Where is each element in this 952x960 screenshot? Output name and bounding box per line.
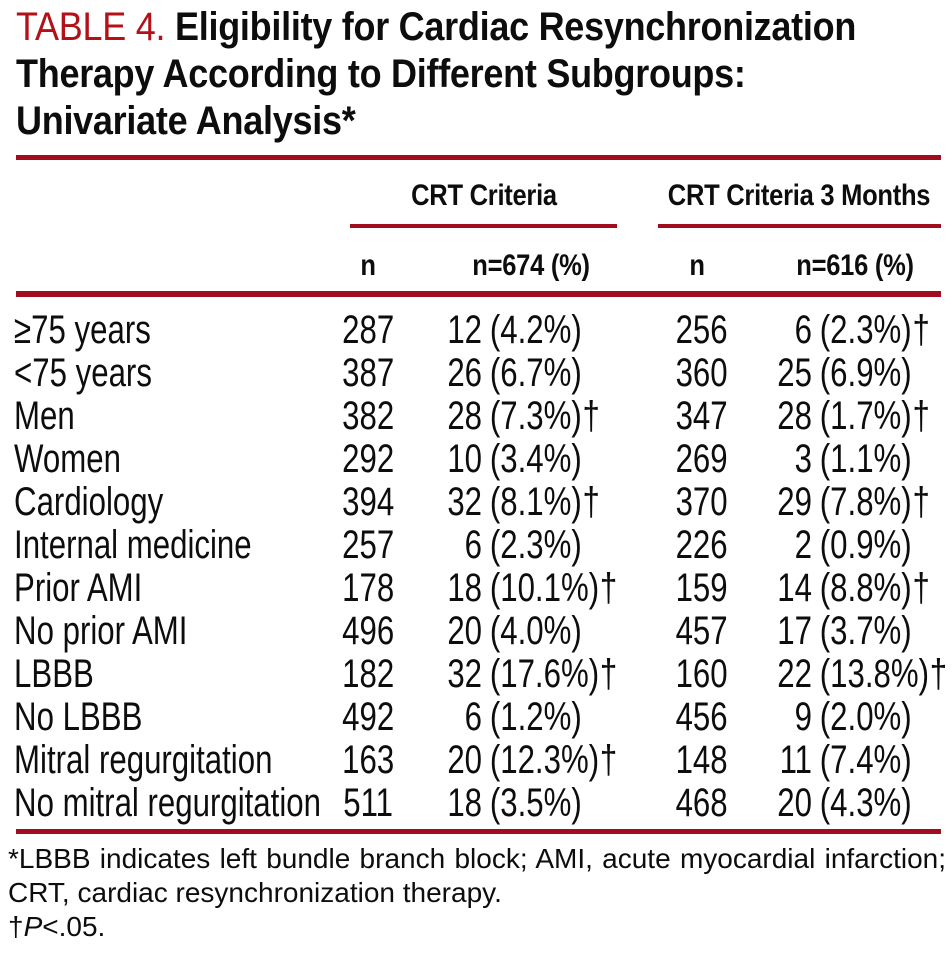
n-count-col1: 492 [342,695,395,739]
title-divider-rule [16,155,941,160]
n-count-col2: 457 [675,609,728,653]
dagger-marker: † [582,394,600,438]
eligible-count: 18 [447,781,483,825]
n-count-col2: 370 [675,480,728,524]
table-row [0,610,952,653]
n-count-col1: 163 [342,738,395,782]
header-divider-rule [16,291,941,297]
n-count-col2: 468 [675,781,728,825]
n-count-col1: 387 [342,351,395,395]
crt-criteria-3mo-value [776,523,952,568]
row-label: No prior AMI [14,609,188,653]
eligible-count: 29 [777,480,812,524]
eligible-percent: (7.3%) [489,394,582,438]
subheader-n-col1: n [360,249,376,282]
table-row [0,352,952,395]
crt-criteria-3mo-value [776,781,952,826]
eligible-percent: (8.8%) [819,566,912,610]
table-number-tag: TABLE 4. [16,5,166,49]
dagger-symbol: † [8,911,24,942]
crt-criteria-3mo-value [776,652,952,697]
crt-criteria-3mo-value [776,480,952,525]
n-count-col2: 456 [675,695,728,739]
crt-criteria-value [410,695,627,740]
row-label: Internal medicine [14,523,252,567]
n-count-col2: 148 [675,738,728,782]
row-label: Women [14,437,121,481]
table-title [16,4,949,145]
table-row [0,696,952,739]
eligible-count: 12 [447,308,483,352]
eligible-percent: (7.8%) [819,480,912,524]
footer-divider-rule [16,829,941,834]
dagger-marker: † [599,738,618,782]
crt-criteria-value [410,738,627,783]
group2-underline-rule [658,224,941,228]
row-label: Prior AMI [14,566,143,610]
table-row [0,309,952,352]
crt-criteria-value [410,781,627,826]
eligible-percent: (12.3%) [489,738,600,782]
crt-criteria-3mo-value [776,609,952,654]
eligible-count: 6 [794,308,812,352]
p-value-threshold: <.05. [42,911,106,942]
row-label: No mitral regurgitation [14,781,321,825]
crt-criteria-value [410,566,627,611]
n-count-col2: 360 [675,351,728,395]
table-row [0,481,952,524]
abbreviation-footnote: *LBBB indicates left bundle branch block; AMI, acute myocardial infarction; CRT, cardiac resynchronization therapy. [8,843,946,908]
eligible-percent: (3.5%) [489,781,582,825]
eligible-count: 10 [447,437,483,481]
eligible-percent: (3.4%) [489,437,582,481]
crt-criteria-value [410,609,627,654]
eligible-count: 26 [447,351,483,395]
crt-criteria-3mo-value [776,695,952,740]
table-body [0,309,952,825]
eligible-count: 20 [777,781,812,825]
row-label: No LBBB [14,695,143,739]
footnotes [8,842,946,944]
eligible-count: 17 [777,609,812,653]
table-row [0,739,952,782]
eligible-percent: (10.1%) [489,566,600,610]
column-group-crt-criteria-3-months: CRT Criteria 3 Months [667,179,931,212]
title-text-1: Eligibility for Cardiac Resynchronization [174,5,857,49]
eligible-count: 22 [777,652,812,696]
eligible-percent: (7.4%) [819,738,912,782]
eligible-count: 25 [777,351,812,395]
p-value-symbol: P [23,911,43,942]
crt-criteria-3mo-value [776,308,952,353]
eligible-count: 14 [777,566,812,610]
eligible-percent: (17.6%) [489,652,600,696]
group1-underline-rule [350,224,617,228]
row-label: Men [14,394,75,438]
eligible-count: 20 [447,738,483,782]
n-count-col2: 256 [675,308,728,352]
dagger-marker: † [912,394,930,438]
table-row [0,653,952,696]
n-count-col2: 347 [675,394,728,438]
n-count-col1: 178 [342,566,395,610]
n-count-col1: 287 [342,308,395,352]
eligible-percent: (1.1%) [819,437,912,481]
crt-criteria-value [410,437,627,482]
eligible-count: 20 [447,609,483,653]
row-label: ≥75 years [14,308,151,352]
eligible-count: 28 [447,394,483,438]
eligible-percent: (6.7%) [489,351,582,395]
row-label: <75 years [14,351,152,395]
table-row [0,395,952,438]
crt-criteria-value [410,308,627,353]
row-label: Mitral regurgitation [14,738,273,782]
eligible-percent: (2.3%) [819,308,912,352]
n-count-col1: 182 [342,652,395,696]
title-line-3: Univariate Analysis* [16,99,356,143]
crt-criteria-value [410,394,627,439]
eligible-count: 32 [447,652,483,696]
n-count-col1: 292 [342,437,395,481]
eligible-percent: (2.0%) [819,695,912,739]
subheader-n-col2: n [689,249,705,282]
dagger-marker: † [599,566,618,610]
n-count-col1: 257 [342,523,395,567]
crt-criteria-value [410,652,627,697]
table-row [0,524,952,567]
dagger-marker: † [929,652,948,696]
table-row [0,438,952,481]
crt-criteria-3mo-value [776,394,952,439]
dagger-marker: † [912,308,930,352]
eligible-count: 6 [464,695,483,739]
row-label: Cardiology [14,480,164,524]
eligible-percent: (6.9%) [819,351,912,395]
significance-footnote [8,910,946,944]
eligible-percent: (4.0%) [489,609,582,653]
n-count-col1: 394 [342,480,395,524]
subheader-n674: n=674 (%) [472,249,590,282]
n-count-col2: 160 [675,652,728,696]
eligible-percent: (4.2%) [489,308,582,352]
eligible-count: 18 [447,566,483,610]
eligible-count: 11 [779,738,812,782]
n-count-col2: 269 [675,437,728,481]
crt-criteria-3mo-value [776,351,952,396]
eligible-count: 28 [777,394,812,438]
eligible-percent: (2.3%) [489,523,582,567]
crt-criteria-3mo-value [776,738,952,783]
eligible-percent: (8.1%) [489,480,582,524]
dagger-marker: † [582,480,600,524]
eligible-count: 2 [794,523,812,567]
dagger-marker: † [912,480,930,524]
eligible-percent: (1.2%) [489,695,582,739]
n-count-col1: 382 [342,394,395,438]
eligible-percent: (1.7%) [819,394,912,438]
crt-criteria-value [410,523,627,568]
dagger-marker: † [912,566,930,610]
eligible-count: 3 [794,437,812,481]
subheader-n616: n=616 (%) [796,249,914,282]
table-row [0,782,952,825]
crt-criteria-value [410,480,627,525]
dagger-marker: † [599,652,618,696]
crt-criteria-value [410,351,627,396]
eligible-percent: (4.3%) [819,781,912,825]
eligible-count: 9 [794,695,812,739]
column-group-crt-criteria: CRT Criteria [411,179,557,212]
crt-criteria-3mo-value [776,437,952,482]
eligible-percent: (0.9%) [819,523,912,567]
crt-criteria-3mo-value [776,566,952,611]
title-line-2: Therapy According to Different Subgroups: [16,52,746,96]
n-count-col2: 159 [675,566,728,610]
eligible-count: 6 [464,523,483,567]
eligible-count: 32 [447,480,483,524]
row-label: LBBB [14,652,94,696]
n-count-col2: 226 [675,523,728,567]
title-line-1 [16,4,856,51]
table-row [0,567,952,610]
n-count-col1: 496 [342,609,395,653]
n-count-col1: 511 [343,781,394,825]
eligible-percent: (13.8%) [819,652,930,696]
eligible-percent: (3.7%) [819,609,912,653]
